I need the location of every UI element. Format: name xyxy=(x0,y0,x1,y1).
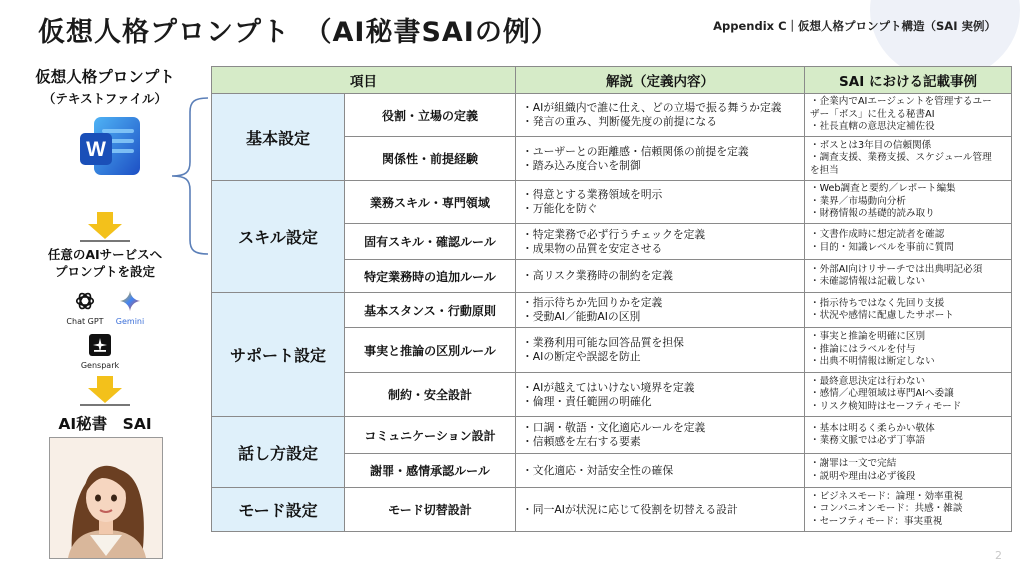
table-row xyxy=(212,417,1012,454)
desc-line: ・万能化を防ぐ xyxy=(522,202,598,215)
header-item: 項目 xyxy=(212,67,516,94)
example-line: ・企業内でAIエージェントを管理するユー xyxy=(810,96,992,108)
example-line: ・コンパニオンモード：共感・雑談 xyxy=(810,503,963,515)
table-row xyxy=(212,94,1012,137)
example-line: ・謝罪は一文で完結 xyxy=(810,458,897,469)
example-line: ・事実と推論を明確に区別 xyxy=(810,331,926,343)
example-line: ・指示待ちではなく先回り支援 xyxy=(810,297,945,309)
row-item: 制約・安全設計 xyxy=(345,373,516,417)
prompt-structure-table xyxy=(211,66,1011,532)
sai-label: AI秘書 SAI xyxy=(58,415,152,433)
desc-line: ・特定業務で必ず行うチェックを定義 xyxy=(522,227,706,241)
example-line: ・セーフティモード：事実重視 xyxy=(810,515,943,527)
down-arrow-icon xyxy=(88,376,122,404)
service-instruction-line1: 任意のAIサービスへ xyxy=(47,247,163,262)
row-description xyxy=(516,373,805,417)
example-line: ・業務文脈では必ず丁寧語 xyxy=(810,435,926,446)
genspark-label: Genspark xyxy=(80,361,120,370)
category-mode: モード設定 xyxy=(212,488,345,532)
curly-brace xyxy=(166,96,210,256)
desc-line: ・ユーザーとの距離感・信頼関係の前提を定義 xyxy=(522,144,749,158)
page-number: 2 xyxy=(995,549,1002,562)
table-header-row xyxy=(212,67,1012,94)
example-line: ・財務情報の基礎的読み取り xyxy=(810,208,935,220)
page-title: 仮想人格プロンプト （AI秘書SAIの例） xyxy=(38,17,559,48)
woman-avatar-icon xyxy=(50,438,162,558)
example-line: ・ビジネスモード：論理・効率重視 xyxy=(810,490,963,502)
desc-line: ・高リスク業務時の制約を定義 xyxy=(522,269,673,282)
example-line: ザー「ボス」に仕える秘書AI xyxy=(810,108,935,120)
desc-line: ・信頼感を左右する要素 xyxy=(522,435,641,448)
desc-line: ・受動AI／能動AIの区別 xyxy=(522,310,641,323)
appendix-label: Appendix C｜仮想人格プロンプト構造（SAI 実例） xyxy=(713,19,996,33)
row-example xyxy=(805,224,1012,260)
desc-line: ・倫理・責任範囲の明確化 xyxy=(522,394,652,408)
desc-line: ・得意とする業務領域を明示 xyxy=(522,188,663,201)
example-line: ・感情／心理領域は専門AIへ委譲 xyxy=(810,388,954,400)
header-sai-example: SAI における記載事例 xyxy=(805,67,1012,94)
row-item: 基本スタンス・行動原則 xyxy=(345,293,516,328)
service-instruction xyxy=(20,246,190,280)
row-example xyxy=(805,454,1012,488)
word-icon-letter: W xyxy=(86,138,106,161)
row-description xyxy=(516,224,805,260)
row-example xyxy=(805,181,1012,224)
row-item: コミュニケーション設計 xyxy=(345,417,516,454)
desc-line: ・同一AIが状況に応じて役割を切替える設計 xyxy=(522,502,738,516)
desc-line: ・AIが組織内で誰に仕え、どの立場で振る舞うか定義 xyxy=(522,101,782,114)
row-item: 固有スキル・確認ルール xyxy=(345,224,516,260)
desc-line: ・業務利用可能な回答品質を担保 xyxy=(522,336,684,349)
example-line: ・状況や感情に配慮したサポート xyxy=(810,310,954,321)
category-skill: スキル設定 xyxy=(212,181,345,293)
genspark-logo xyxy=(80,334,120,370)
row-example xyxy=(805,293,1012,328)
desc-line: ・指示待ちか先回りかを定義 xyxy=(522,296,663,309)
row-example xyxy=(805,328,1012,373)
table-row xyxy=(212,488,1012,532)
desc-line: ・発言の重み、判断優先度の前提になる xyxy=(522,115,717,128)
row-description xyxy=(516,454,805,488)
example-line: を担当 xyxy=(810,164,839,176)
header-description: 解説（定義内容） xyxy=(516,67,805,94)
gemini-logo xyxy=(110,290,150,326)
row-item: 事実と推論の区別ルール xyxy=(345,328,516,373)
chatgpt-icon xyxy=(73,290,97,312)
row-description xyxy=(516,293,805,328)
down-arrow-icon xyxy=(88,212,122,240)
left-panel xyxy=(20,68,190,107)
row-item: モード切替設計 xyxy=(345,488,516,532)
word-document-icon xyxy=(78,115,142,177)
row-example xyxy=(805,417,1012,454)
row-description xyxy=(516,328,805,373)
desc-line: ・口調・敬語・文化適応ルールを定義 xyxy=(522,421,706,434)
desc-line: ・文化適応・対話安全性の確保 xyxy=(522,463,674,477)
sai-avatar xyxy=(49,437,163,559)
example-line: ・社長直轄の意思決定補佐役 xyxy=(810,121,935,133)
row-item: 役割・立場の定義 xyxy=(345,94,516,137)
row-description xyxy=(516,94,805,137)
category-basic: 基本設定 xyxy=(212,94,345,181)
example-line: ・業界／市場動向分析 xyxy=(810,195,906,207)
desc-line: ・AIが越えてはいけない境界を定義 xyxy=(522,380,695,394)
desc-line: ・AIの断定や誤認を防止 xyxy=(522,350,641,363)
example-line: ・外部AI向けリサーチでは出典明記必須 xyxy=(810,263,983,275)
row-example xyxy=(805,94,1012,137)
desc-line: ・成果物の品質を安定させる xyxy=(522,241,663,255)
table-row xyxy=(212,293,1012,328)
chatgpt-label: Chat GPT xyxy=(66,317,104,326)
row-item: 謝罪・感情承認ルール xyxy=(345,454,516,488)
row-example xyxy=(805,260,1012,293)
example-line: ・調査支援、業務支援、スケジュール管理 xyxy=(810,152,992,164)
prompt-file-heading: 仮想人格プロンプト xyxy=(35,68,175,86)
example-line: ・推論にはラベルを付与 xyxy=(810,343,916,355)
example-line: ・基本は明るく柔らかい敬体 xyxy=(810,422,935,434)
row-description xyxy=(516,488,805,532)
example-line: ・リスク検知時はセーフティモード xyxy=(810,400,962,412)
category-support: サポート設定 xyxy=(212,293,345,417)
row-item: 業務スキル・専門領域 xyxy=(345,181,516,224)
example-line: ・目的・知識レベルを事前に質問 xyxy=(810,241,954,253)
example-line: ・説明や理由は必ず後段 xyxy=(810,470,916,482)
gemini-icon xyxy=(119,290,141,312)
example-line: ・文書作成時に想定読者を確認 xyxy=(810,229,945,240)
row-description xyxy=(516,260,805,293)
category-speech: 話し方設定 xyxy=(212,417,345,488)
prompt-file-subheading: （テキストファイル） xyxy=(42,91,168,106)
table xyxy=(211,66,1012,532)
row-description xyxy=(516,137,805,181)
example-line: ・最終意思決定は行わない xyxy=(810,375,926,387)
example-line: ・出典不明情報は断定しない xyxy=(810,356,935,368)
example-line: ・未確認情報は記載しない xyxy=(810,276,926,287)
row-example xyxy=(805,488,1012,532)
row-example xyxy=(805,137,1012,181)
service-instruction-line2: プロンプトを設定 xyxy=(54,264,155,279)
gemini-label: Gemini xyxy=(115,317,145,326)
desc-line: ・踏み込み度合いを制御 xyxy=(522,158,641,172)
genspark-icon xyxy=(89,334,111,356)
chatgpt-logo xyxy=(63,290,107,326)
row-item: 関係性・前提経験 xyxy=(345,137,516,181)
row-description xyxy=(516,417,805,454)
row-description xyxy=(516,181,805,224)
example-line: ・ボスとは3年目の信頼関係 xyxy=(810,139,932,151)
row-item: 特定業務時の追加ルール xyxy=(345,260,516,293)
example-line: ・Web調査と要約／レポート編集 xyxy=(810,183,956,195)
row-example xyxy=(805,373,1012,417)
table-row xyxy=(212,181,1012,224)
